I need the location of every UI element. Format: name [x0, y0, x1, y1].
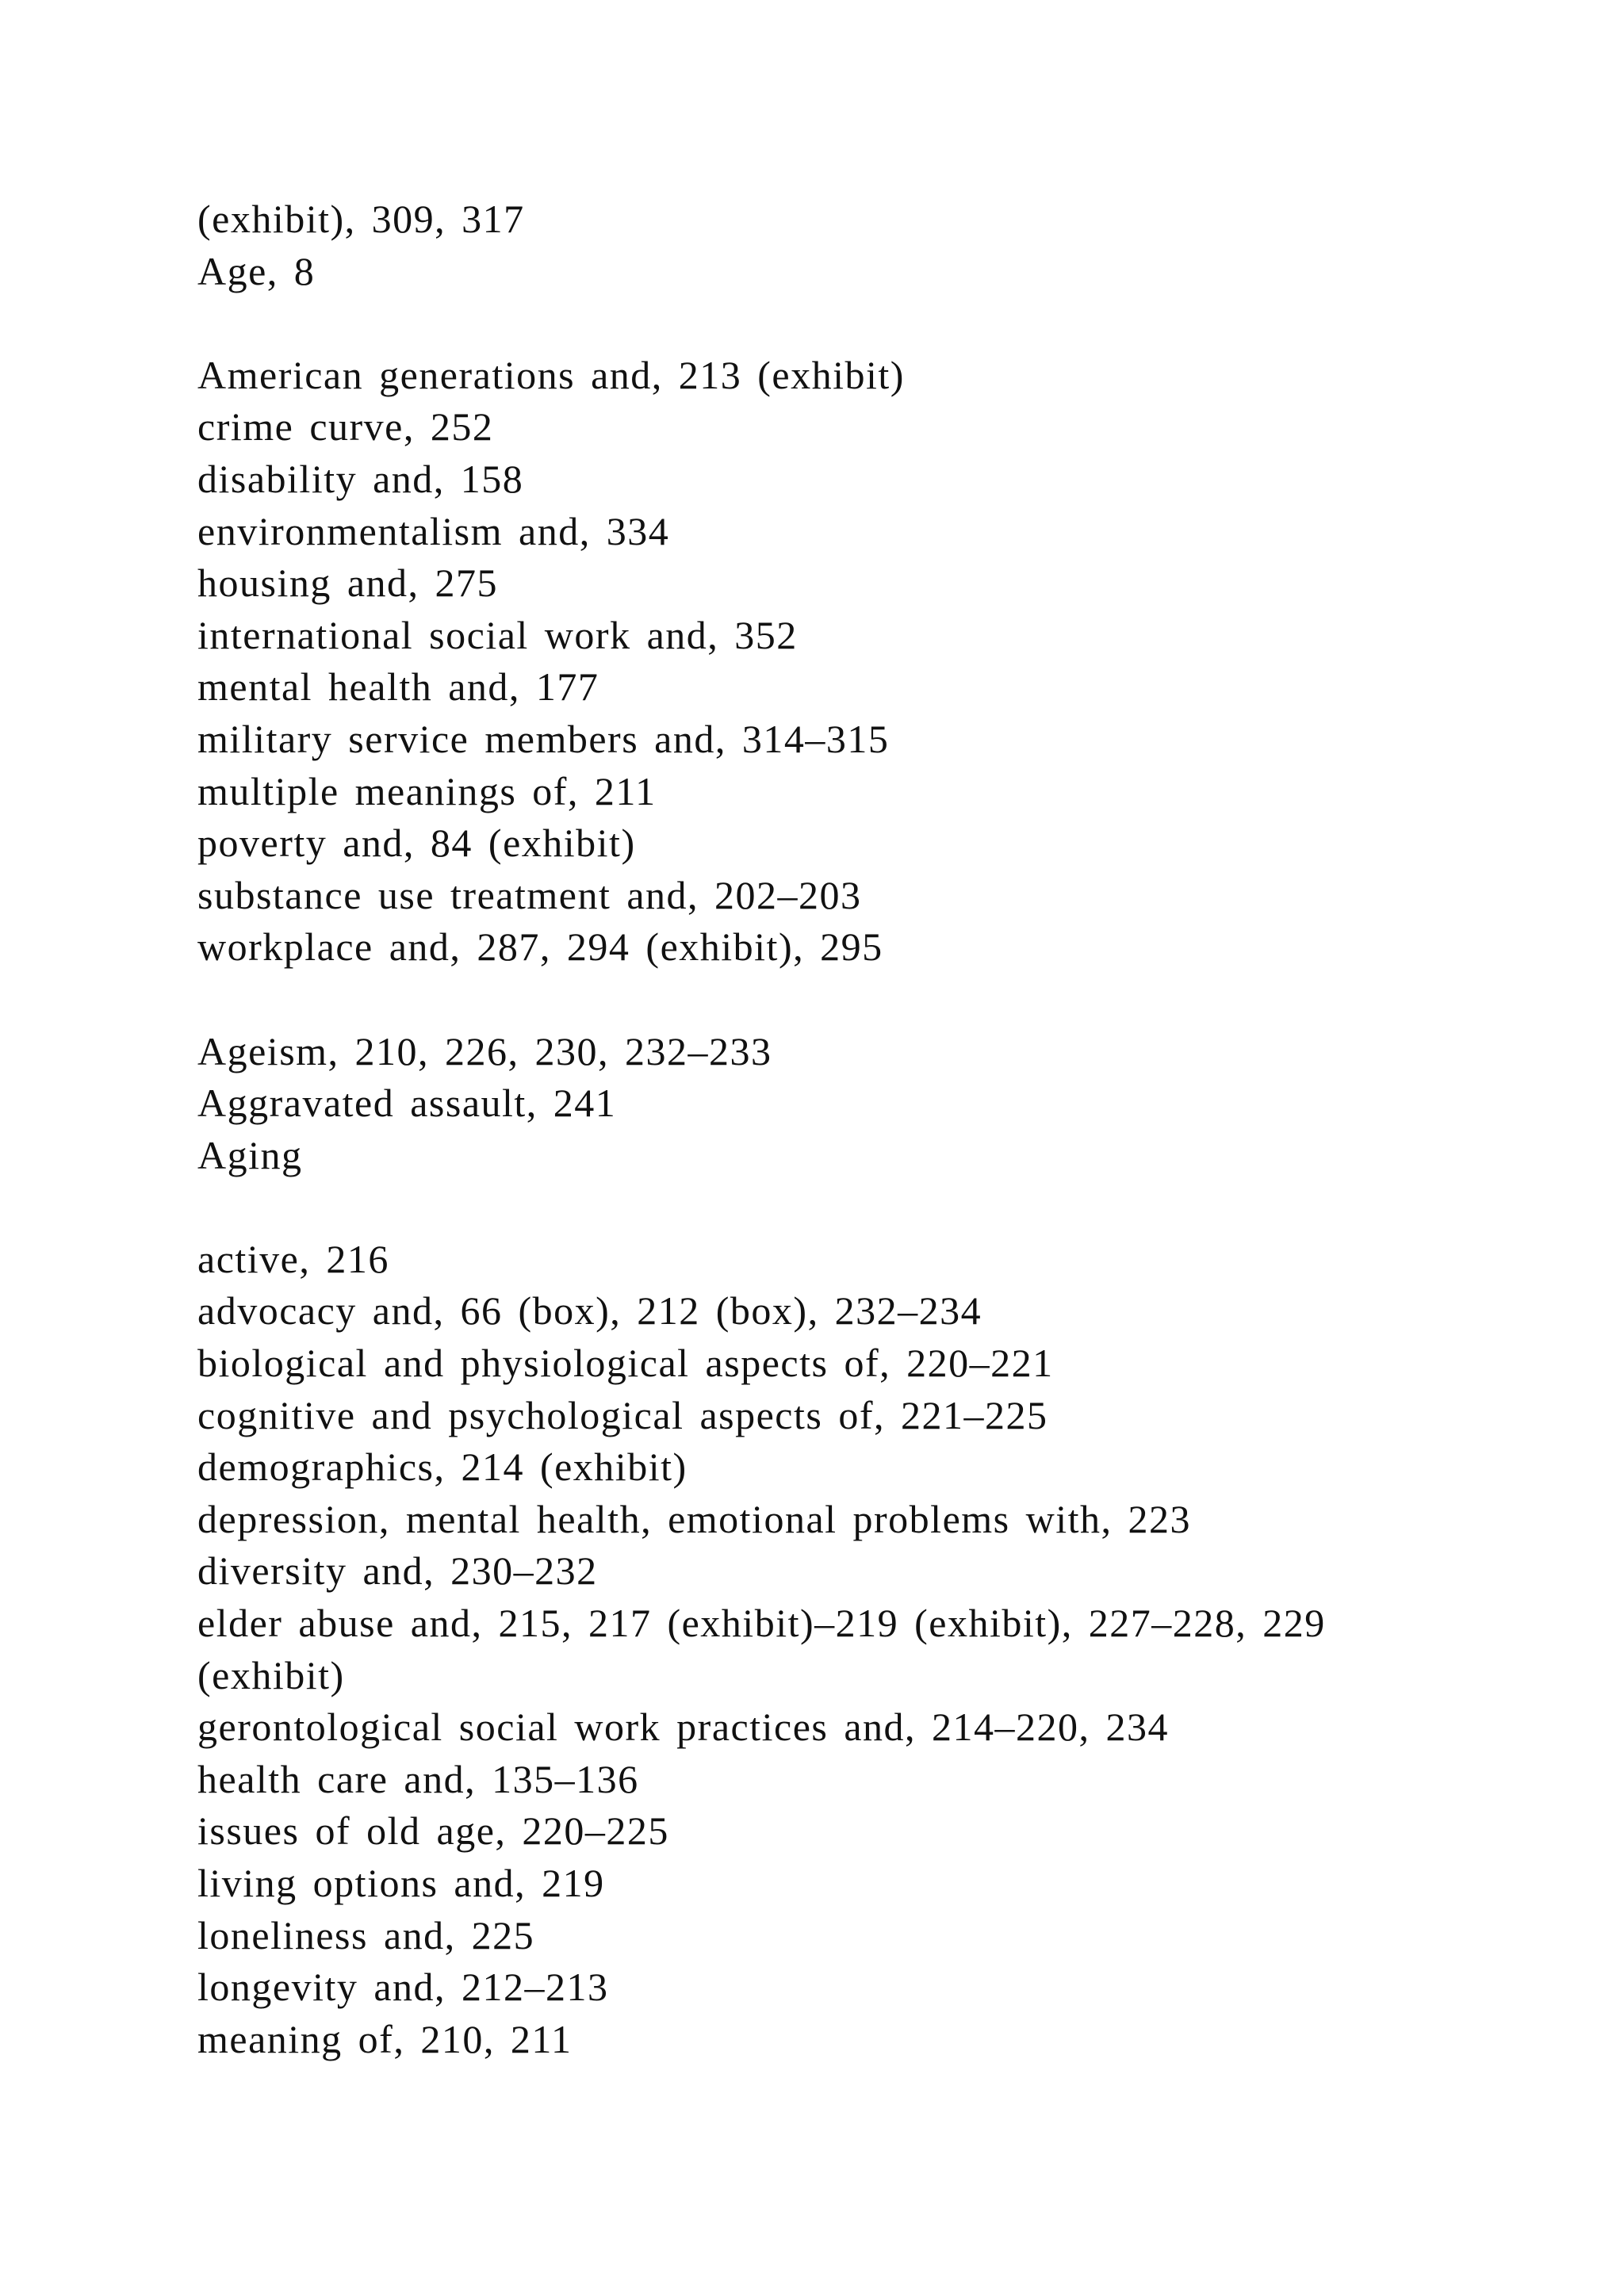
blank-line — [197, 297, 1466, 350]
index-subentry: mental health and, 177 — [197, 664, 599, 710]
index-subentry: health care and, 135–136 — [197, 1756, 639, 1801]
index-subentry: demographics, 214 (exhibit) — [197, 1445, 688, 1490]
index-subentry: crime curve, 252 — [197, 404, 494, 450]
index-subentry: living options and, 219 — [197, 1861, 605, 1905]
index-entry-heading: Ageism, 210, 226, 230, 232–233 — [197, 1028, 772, 1073]
index-line: (exhibit), 309, 317 — [197, 197, 525, 241]
index-subentry: multiple meanings of, 211 — [197, 768, 657, 813]
index-subentry: gerontological social work practices and, 214–220, 234 — [197, 1705, 1170, 1750]
blank-line — [197, 974, 1466, 1026]
index-subentry-continuation: (exhibit) — [197, 1652, 345, 1697]
index-subentry: workplace and, 287, 294 (exhibit), 295 — [197, 924, 883, 970]
blank-line — [197, 1181, 1466, 1234]
index-subentry: elder abuse and, 215, 217 (exhibit)–219 (exhibit), 227–228, 229 — [197, 1601, 1326, 1646]
index-subentry: environmentalism and, 334 — [197, 508, 670, 553]
index-subentry: active, 216 — [197, 1236, 389, 1281]
index-subentry: diversity and, 230–232 — [197, 1548, 598, 1594]
index-subentry: cognitive and psychological aspects of, 221–225 — [197, 1392, 1048, 1437]
index-subentry: international social work and, 352 — [197, 612, 798, 657]
index-subentry: meaning of, 210, 211 — [197, 2016, 573, 2061]
index-subentry: advocacy and, 66 (box), 212 (box), 232–234 — [197, 1288, 982, 1334]
index-subentry: loneliness and, 225 — [197, 1912, 535, 1957]
index-subentry: American generations and, 213 (exhibit) — [197, 352, 905, 397]
index-subentry: poverty and, 84 (exhibit) — [197, 821, 636, 866]
index-listing — [197, 193, 1466, 2065]
index-subentry: depression, mental health, emotional problems with, 223 — [197, 1496, 1191, 1541]
index-subentry: biological and physiological aspects of, 220–221 — [197, 1341, 1054, 1386]
index-subentry: disability and, 158 — [197, 456, 524, 501]
index-entry-heading: Aggravated assault, 241 — [197, 1081, 617, 1126]
index-subentry: housing and, 275 — [197, 561, 499, 606]
index-subentry: issues of old age, 220–225 — [197, 1808, 669, 1854]
index-entry-heading: Aging — [197, 1132, 303, 1177]
index-entry-heading: Age, 8 — [197, 248, 316, 293]
index-subentry: military service members and, 314–315 — [197, 716, 890, 761]
index-subentry: substance use treatment and, 202–203 — [197, 872, 862, 917]
index-subentry: longevity and, 212–213 — [197, 1965, 609, 2010]
